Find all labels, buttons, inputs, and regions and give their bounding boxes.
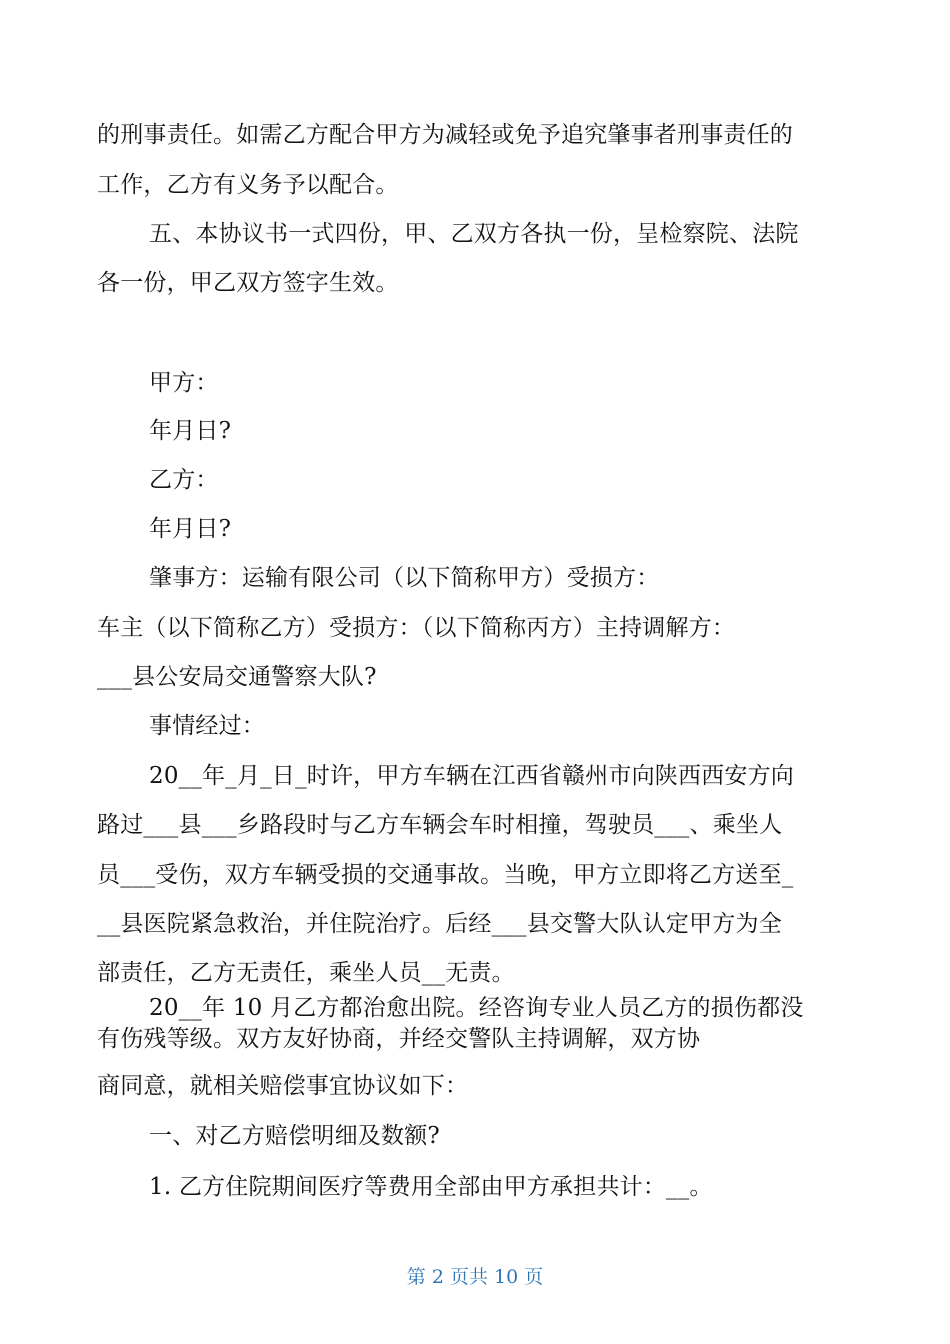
clause-five-line: 五、本协议书一式四份，甲、乙双方各执一份，呈检察院、法院: [149, 221, 799, 247]
party-a-date-label: 年月日?: [149, 418, 232, 444]
body-text-line: 的刑事责任。如需乙方配合甲方为减轻或免予追究肇事者刑事责任的: [97, 122, 793, 148]
party-b-signature-label: 乙方：: [149, 467, 219, 493]
body-text-line: 20__年_月_日_时许，甲方车辆在江西省赣州市向陕西西安方向: [149, 763, 794, 789]
parties-line: 肇事方：运输有限公司（以下简称甲方）受损方：: [149, 565, 660, 591]
body-text-line: 路过___县___乡路段时与乙方车辆会车时相撞，驾驶员___、乘坐人: [97, 812, 783, 838]
body-text-line: 20__年 10 月乙方都治愈出院。经咨询专业人员乙方的损伤都没: [149, 995, 804, 1021]
list-item: 1. 乙方住院期间医疗等费用全部由甲方承担共计：__。: [149, 1174, 713, 1200]
party-b-date-label: 年月日?: [149, 516, 232, 542]
party-a-signature-label: 甲方：: [149, 370, 219, 396]
parties-line: 车主（以下简称乙方）受损方：（以下简称丙方）主持调解方：: [97, 615, 736, 641]
body-text-line: 员___受伤，双方车辆受损的交通事故。当晚，甲方立即将乙方送至_: [97, 862, 794, 888]
body-text-line: 商同意，就相关赔偿事宜协议如下：: [97, 1073, 469, 1099]
body-text-line: 各一份，甲乙双方签字生效。: [97, 270, 399, 296]
body-text-line: __县医院紧急救治，并住院治疗。后经___县交警大队认定甲方为全: [97, 911, 782, 937]
section-heading: 一、对乙方赔偿明细及数额?: [149, 1123, 440, 1149]
body-text-line: 部责任，乙方无责任，乘坐人员__无责。: [97, 960, 515, 986]
body-text-line: 工作，乙方有义务予以配合。: [97, 172, 399, 198]
body-text-line: 有伤残等级。双方友好协商，并经交警队主持调解，双方协: [97, 1026, 701, 1052]
section-heading: 事情经过：: [149, 713, 265, 739]
page-number: 第 2 页共 10 页: [406, 1266, 544, 1288]
mediator-line: ___县公安局交通警察大队?: [97, 664, 377, 690]
